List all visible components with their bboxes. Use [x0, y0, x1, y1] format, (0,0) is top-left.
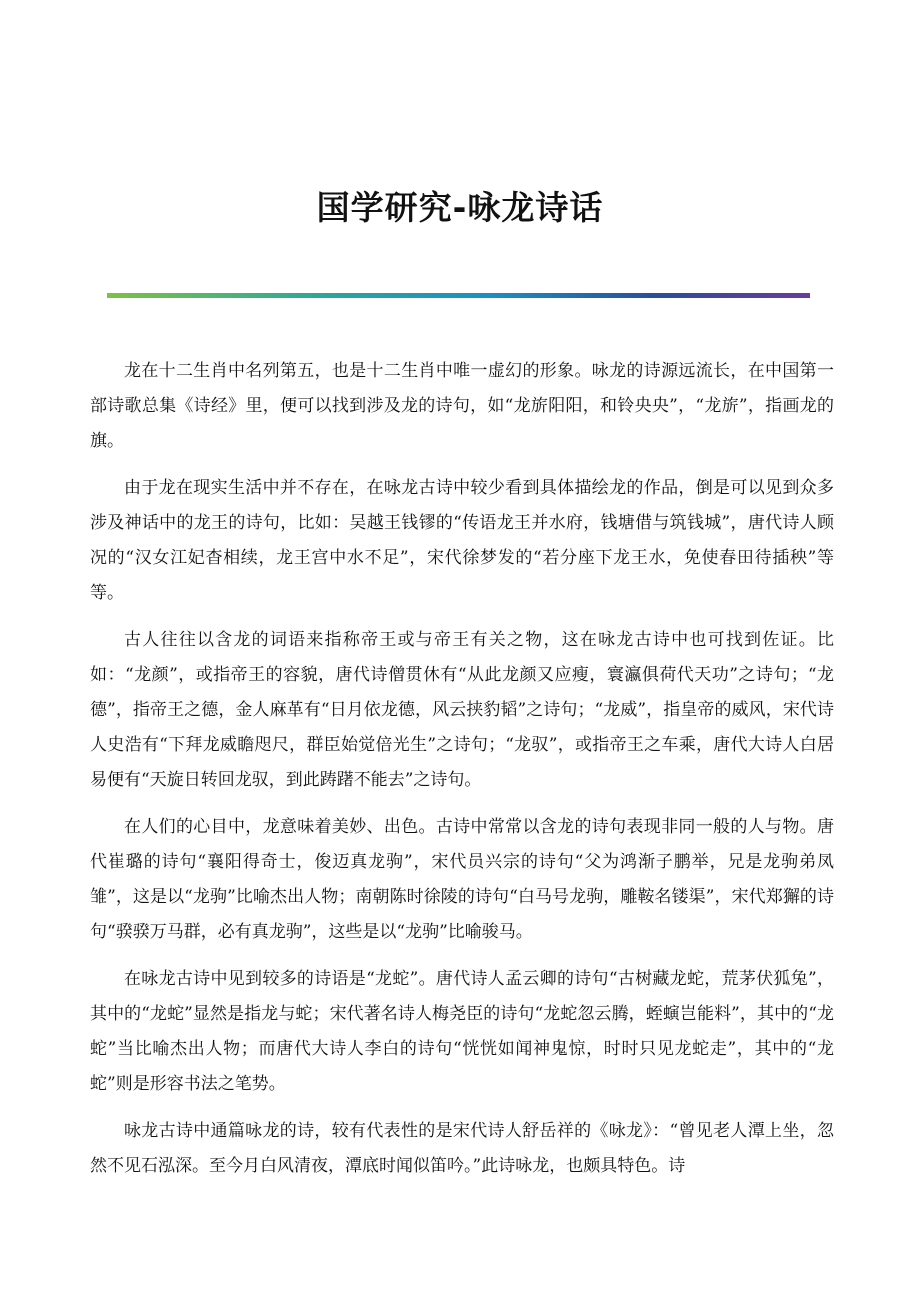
document-title: 国学研究-咏龙诗话: [316, 188, 604, 227]
paragraph: 咏龙古诗中通篇咏龙的诗，较有代表性的是宋代诗人舒岳祥的《咏龙》：“曾见老人潭上坐，忽然不见石泓深。至今月白风清夜，潭底时闻似笛吟。”此诗咏龙，也颇具特色。诗: [90, 1121, 834, 1176]
paragraph: 古人往往以含龙的词语来指称帝王或与帝王有关之物，这在咏龙古诗中也可找到佐证。比如：“龙颜”，或指帝王的容貌，唐代诗僧贯休有“从此龙颜又应瘦，寰瀛俱荷代天功”之诗句；“龙德”，指帝王之德，金人麻革有“日月依龙德，风云挟豹韬”之诗句；“龙威”，指皇帝的威风，宋代诗人史浩有“下拜龙威瞻咫尺，群臣始觉倍光生”之诗句；“龙驭”，或指帝王之车乘，唐代大诗人白居易便有“天旋日转回龙驭，到此踌躇不能去”之诗句。: [90, 630, 834, 790]
paragraph: 龙在十二生肖中名列第五，也是十二生肖中唯一虚幻的形象。咏龙的诗源远流长，在中国第一部诗歌总集《诗经》里，便可以找到涉及龙的诗句，如“龙旂阳阳，和铃央央”，“龙旂”，指画龙的旗。: [90, 361, 834, 451]
paragraph: 在咏龙古诗中见到较多的诗语是“龙蛇”。唐代诗人孟云卿的诗句“古树藏龙蛇，荒茅伏狐兔”，其中的“龙蛇”显然是指龙与蛇；宋代著名诗人梅尧臣的诗句“龙蛇忽云腾，蛭螾岂能料”，其中的“龙蛇”当比喻杰出人物；而唐代大诗人李白的诗句“恍恍如闻神鬼惊，时时只见龙蛇走”，其中的“龙蛇”则是形容书法之笔势。: [90, 969, 834, 1094]
document-body: [90, 354, 834, 1196]
title-divider: [107, 293, 810, 298]
paragraph: 由于龙在现实生活中并不存在，在咏龙古诗中较少看到具体描绘龙的作品，倒是可以见到众多涉及神话中的龙王的诗句，比如：吴越王钱镠的“传语龙王并水府，钱塘借与筑钱城”，唐代诗人顾况的“汉女江妃杳相续，龙王宫中水不足”，宋代徐梦发的“若分座下龙王水，免使春田待插秧”等等。: [90, 478, 834, 603]
paragraph: 在人们的心目中，龙意味着美妙、出色。古诗中常常以含龙的诗句表现非同一般的人与物。唐代崔璐的诗句“襄阳得奇士，俊迈真龙驹”，宋代员兴宗的诗句“父为鸿渐子鹏举，兄是龙驹弟凤雏”，这是以“龙驹”比喻杰出人物；南朝陈时徐陵的诗句“白马号龙驹，雕鞍名镂渠”，宋代郑獬的诗句“骙骙万马群，必有真龙驹”，这些是以“龙驹”比喻骏马。: [90, 817, 834, 942]
